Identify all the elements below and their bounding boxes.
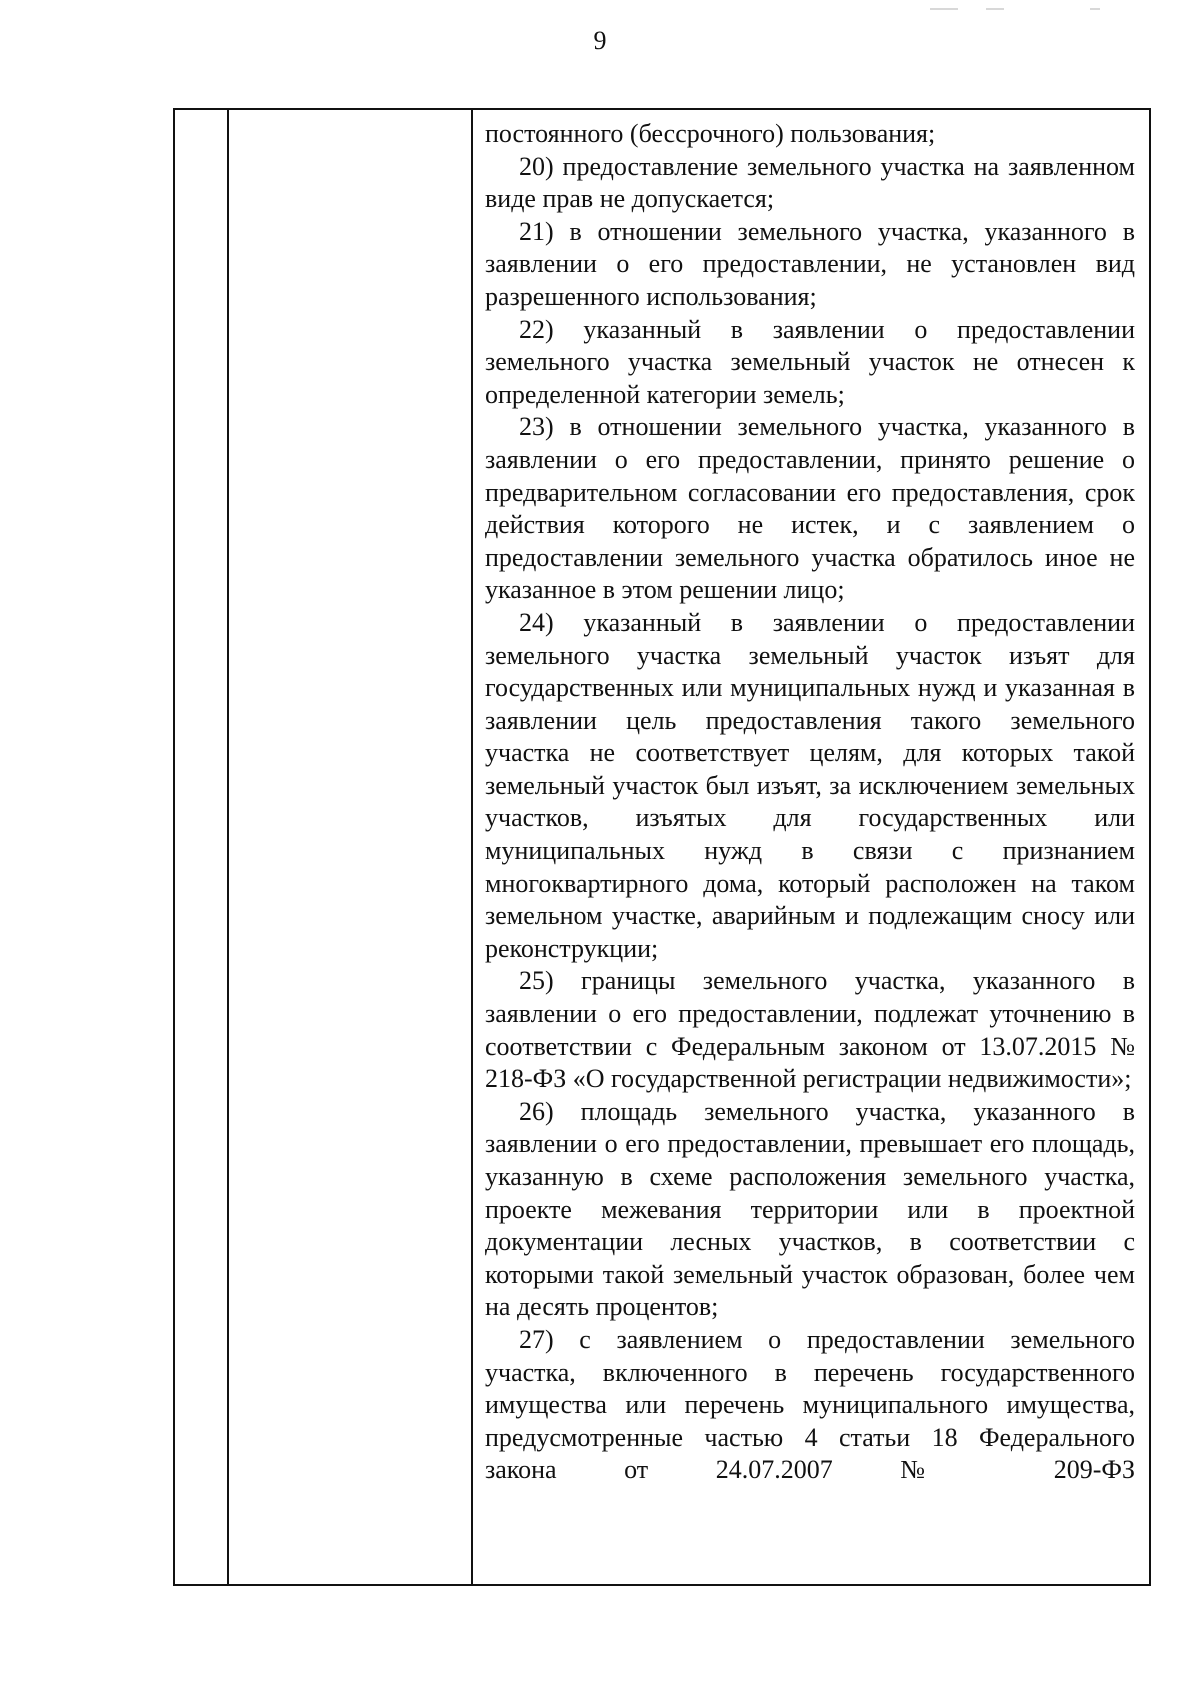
paragraph-item-21: 21) в отношении земельного участка, указанного в заявлении о его предоставлении, не установлен вид разрешенного использования; [485,216,1135,311]
document-table [173,108,1151,1586]
table-cell-number [175,110,227,1584]
table-cell-empty [229,110,471,1584]
scan-artifact [930,8,958,10]
paragraph-item-20: 20) предоставление земельного участка на заявленном виде прав не допускается; [485,151,1135,214]
paragraph-item-24: 24) указанный в заявлении о предоставлении земельного участка земельный участок изъят для государственных или муниципальных нужд и указанная в заявлении цель предоставления такого земельного участка не соответствует целям, для которых такой земельный участок был изъят, за исключением земельных участков, изъятых для государственных или муниципальных нужд в связи с признанием многоквартирного дома, который расположен на таком земельном участке, аварийным и подлежащим сносу или реконструкции; [485,607,1135,963]
paragraph-item-22: 22) указанный в заявлении о предоставлении земельного участка земельный участок не отнесен к определенной категории земель; [485,314,1135,409]
paragraph-continuation: постоянного (бессрочного) пользования; [485,119,936,148]
paragraph-item-26: 26) площадь земельного участка, указанного в заявлении о его предоставлении, превышает его площадь, указанную в схеме расположения земельного участка, проекте межевания территории или в проектной документации лесных участков, в соответствии с которыми такой земельный участок образован, более чем на десять процентов; [485,1096,1135,1322]
paragraph-item-27: 27) с заявлением о предоставлении земельного участка, включенного в перечень государственного имущества или перечень муниципального имущества, предусмотренные частью 4 статьи 18 Федерального закона от 24.07.2007 № 209-ФЗ [485,1324,1135,1485]
paragraph-item-25: 25) границы земельного участка, указанного в заявлении о его предоставлении, подлежат уточнению в соответствии с Федеральным законом от 13.07.2015 № 218-ФЗ «О государственной регистрации недвижимости»; [485,966,1135,1094]
page-number: 9 [593,26,607,55]
scan-artifact [1090,8,1100,10]
paragraph-item-23: 23) в отношении земельного участка, указанного в заявлении о его предоставлении, принято решение о предварительном согласовании его предоставления, срок действия которого не истек, и с заявлением о предоставлении земельного участка обратилось иное не указанное в этом решении лицо; [485,412,1135,605]
table-cell-text [485,118,1135,1487]
scan-artifact [986,8,1004,10]
column-divider [471,110,473,1584]
